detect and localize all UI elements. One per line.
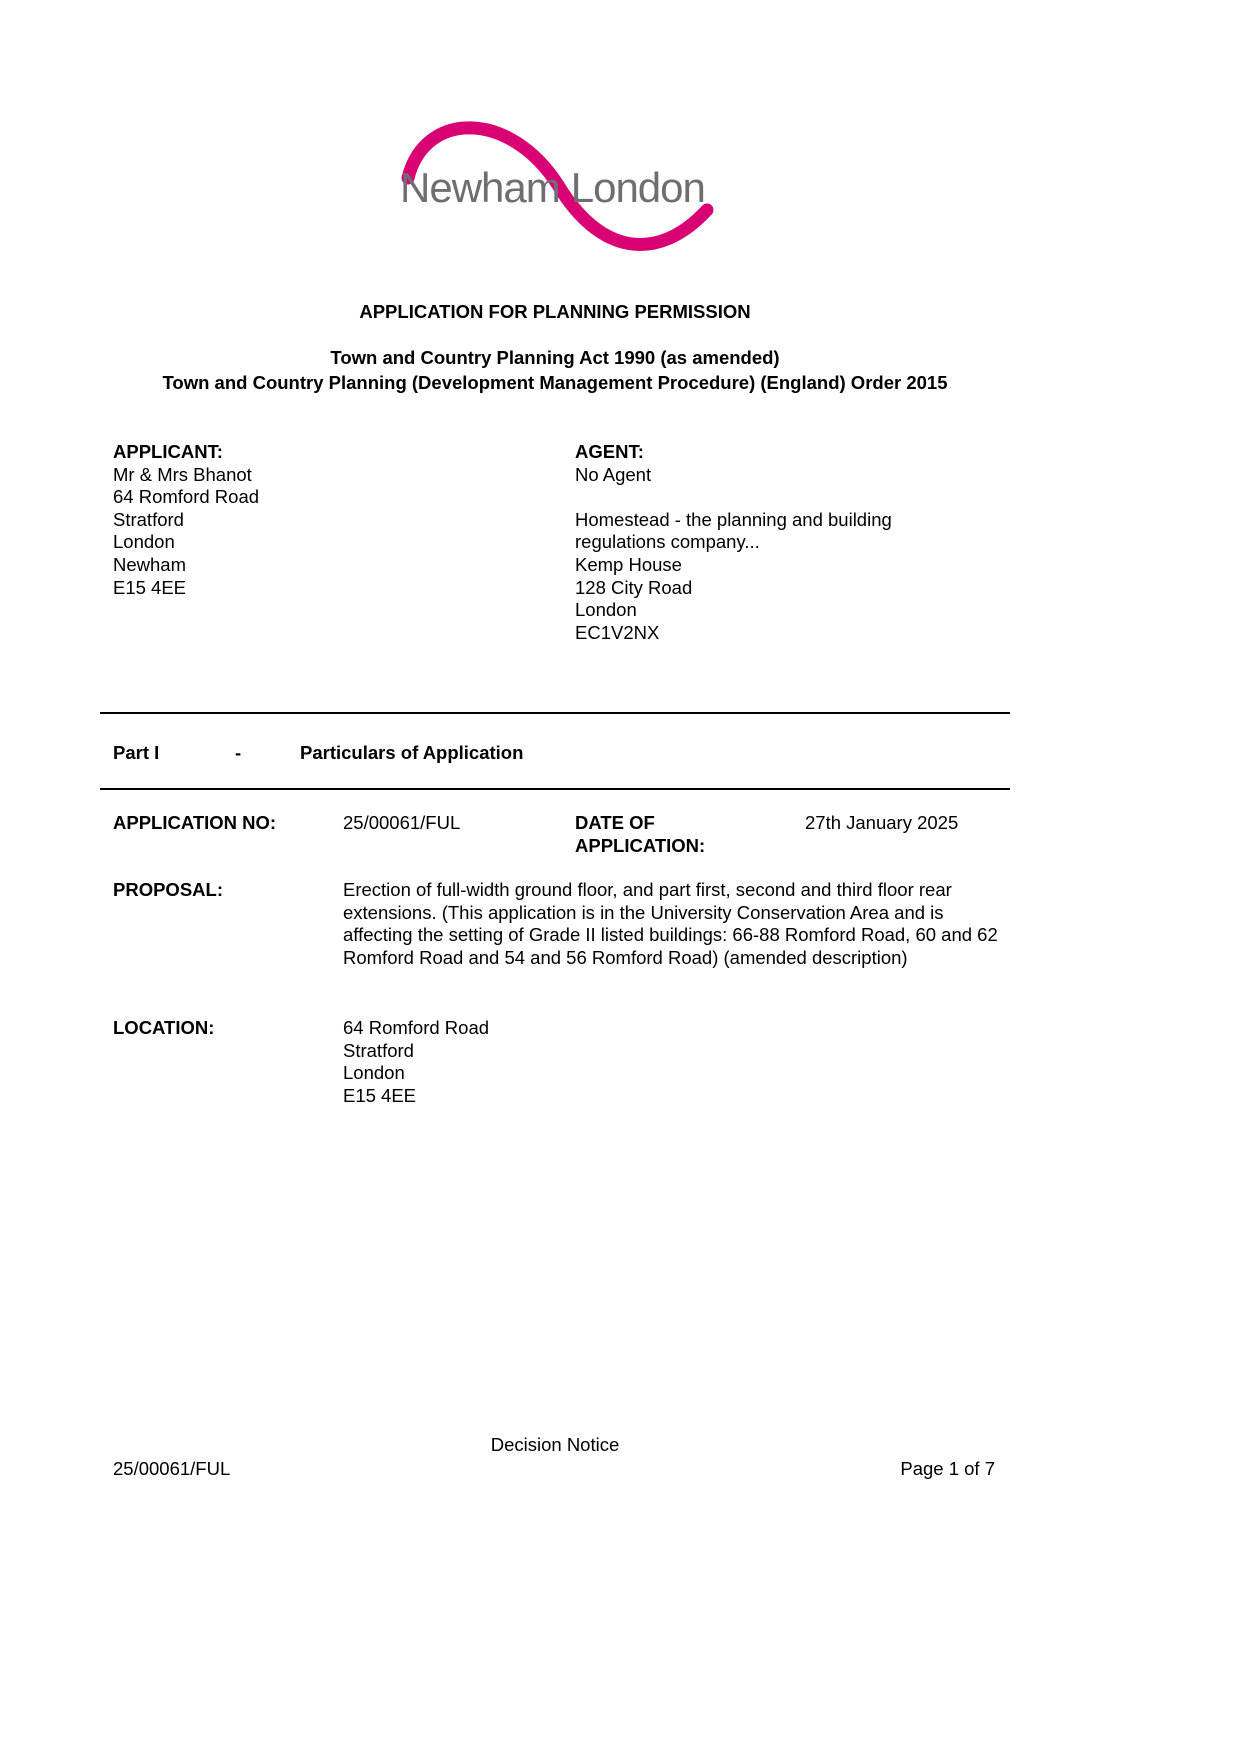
applicant-postcode: E15 4EE: [113, 576, 187, 598]
location-address-line: Stratford: [343, 1039, 414, 1061]
horizontal-rule: [100, 712, 1010, 714]
applicant-label: APPLICANT:: [113, 441, 223, 462]
newham-london-logo: [400, 105, 718, 263]
footer-document-type: Decision Notice: [490, 1434, 620, 1455]
agent-postcode: EC1V2NX: [575, 621, 660, 643]
proposal-value: Erection of full-width ground floor, and part first, second and third floor rear extensions. (This application is in the University Conservation Area and is affecting the setting of Grade II listed buildings: 66-88 Romford Road, 60 and 62 Romford Road and 54 and 56 Romford Road) (amended description): [343, 879, 998, 968]
horizontal-rule: [100, 788, 1010, 790]
footer-page-number: Page 1 of 7: [900, 1458, 995, 1479]
location-value: [343, 1017, 489, 1107]
application-no-label: APPLICATION NO:: [113, 812, 277, 833]
part1-label: Part I: [113, 742, 160, 763]
logo-word-london: London: [570, 164, 705, 211]
part1-separator: -: [235, 742, 242, 763]
agent-address-line: Kemp House: [575, 553, 682, 575]
date-of-application-value: 27th January 2025: [805, 812, 959, 833]
document-subtitle: [100, 345, 1010, 395]
location-postcode: E15 4EE: [343, 1084, 417, 1106]
logo-text: [400, 165, 705, 211]
agent-company: Homestead - the planning and building regulations company...: [575, 508, 892, 553]
applicant-block: [113, 441, 463, 599]
act-line: Town and Country Planning Act 1990 (as amended): [330, 347, 780, 368]
applicant-address-line: 64 Romford Road: [113, 486, 260, 508]
location-address-line: 64 Romford Road: [343, 1017, 490, 1038]
part1-heading: [113, 742, 1010, 765]
footer-reference: 25/00061/FUL: [113, 1458, 231, 1479]
location-label: LOCATION:: [113, 1017, 215, 1038]
order-line: Town and Country Planning (Development Management Procedure) (England) Order 2015: [162, 372, 948, 393]
agent-label: AGENT:: [575, 441, 644, 462]
application-no-value: 25/00061/FUL: [343, 812, 461, 833]
part1-title: Particulars of Application: [300, 742, 524, 763]
date-of-application-label: DATE OF APPLICATION:: [575, 812, 706, 856]
location-address-line: London: [343, 1062, 405, 1084]
document-title: APPLICATION FOR PLANNING PERMISSION: [359, 301, 751, 322]
applicant-address-line: London: [113, 531, 175, 553]
agent-address-line: London: [575, 599, 637, 621]
proposal-label: PROPOSAL:: [113, 879, 223, 900]
agent-no-agent: No Agent: [575, 463, 652, 485]
applicant-address-line: Newham: [113, 553, 186, 575]
logo-word-newham: Newham: [400, 164, 560, 211]
applicant-address-line: Stratford: [113, 508, 184, 530]
agent-address-line: 128 City Road: [575, 576, 693, 598]
applicant-name: Mr & Mrs Bhanot: [113, 463, 252, 485]
agent-block: [575, 441, 987, 644]
agent-spacer: [575, 486, 987, 509]
